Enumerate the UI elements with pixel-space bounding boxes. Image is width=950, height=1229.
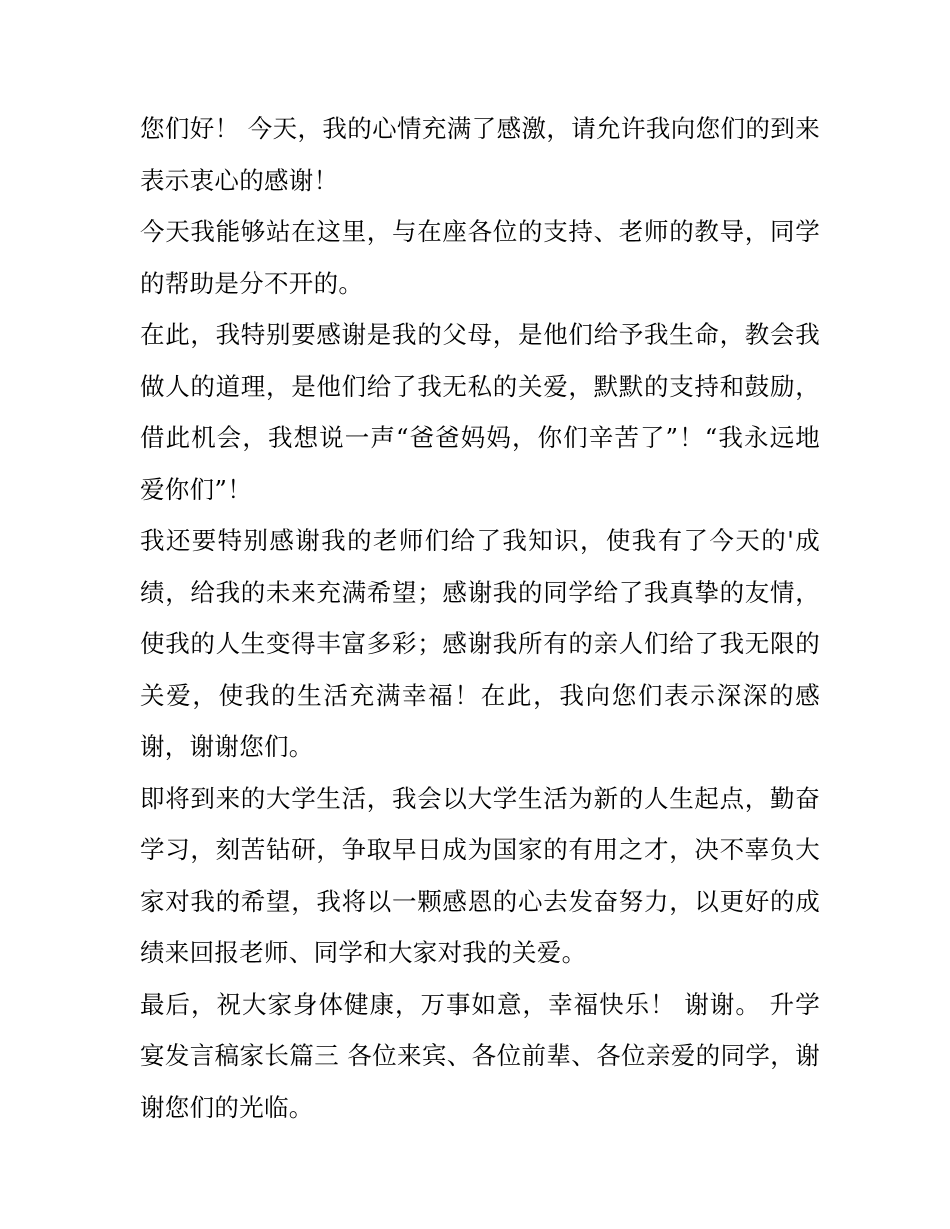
paragraph-university: 即将到来的大学生活，我会以大学生活为新的人生起点，勤奋学习，刻苦钻研，争取早日成为国家的有用之才，决不辜负大家对我的希望，我将以一颗感恩的心去发奋努力，以更好的成绩来回报老师、同学和大家对我的关爱。 [140, 783, 820, 967]
paragraph-parents: 在此，我特别要感谢是我的父母，是他们给予我生命，教会我做人的道理，是他们给了我无私的关爱，默默的支持和鼓励，借此机会，我想说一声“爸爸妈妈，你们辛苦了”！“我永远地爱你们”！ [140, 320, 820, 504]
document-body [140, 103, 820, 1133]
paragraph-support: 今天我能够站在这里，与在座各位的支持、老师的教导，同学的帮助是分不开的。 [140, 217, 820, 298]
paragraph-greeting: 您们好！ 今天，我的心情充满了感激，请允许我向您们的到来表示衷心的感谢！ [140, 114, 820, 195]
paragraph-closing: 最后，祝大家身体健康，万事如意，幸福快乐！ 谢谢。 升学宴发言稿家长篇三 各位来宾、各位前辈、各位亲爱的同学，谢谢您们的光临。 [140, 989, 820, 1122]
paragraph-teachers: 我还要特别感谢我的老师们给了我知识，使我有了今天的'成绩，给我的未来充满希望；感谢我的同学给了我真挚的友情，使我的人生变得丰富多彩；感谢我所有的亲人们给了我无限的关爱，使我的生活充满幸福！在此，我向您们表示深深的感谢，谢谢您们。 [140, 526, 820, 761]
